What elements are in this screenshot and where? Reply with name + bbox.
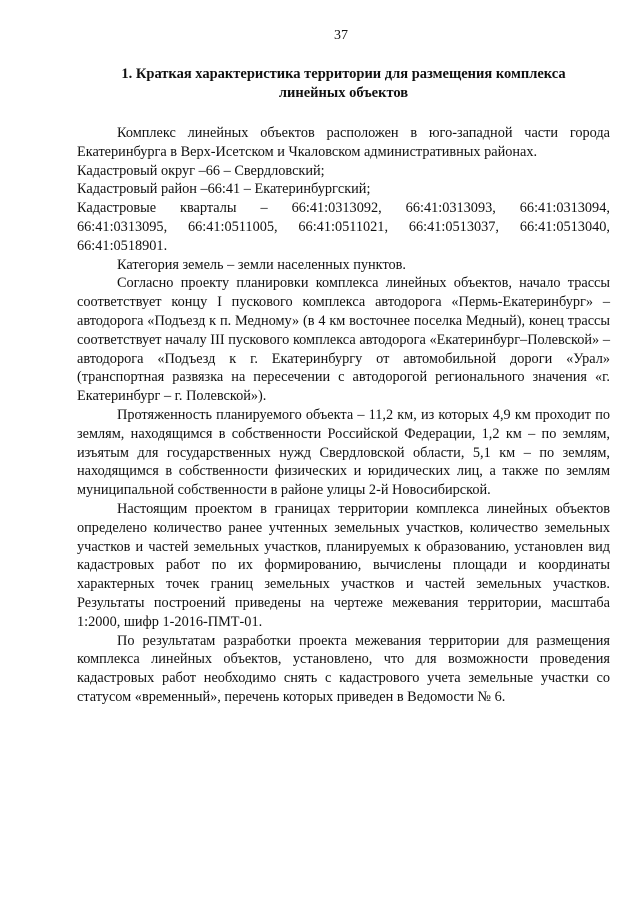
cadastral-quarter-code: 66:41:0313094, bbox=[519, 200, 610, 217]
document-page bbox=[77, 27, 610, 707]
body-text bbox=[77, 124, 610, 707]
cadastral-quarters-separator: – bbox=[260, 200, 268, 217]
cadastral-quarters-row-2 bbox=[77, 218, 610, 237]
section-heading bbox=[77, 65, 610, 103]
paragraph-cadastral-quarters bbox=[77, 199, 610, 255]
cadastral-quarter-code: 66:41:0513037, bbox=[408, 218, 499, 235]
cadastral-quarters-word: кварталы bbox=[180, 200, 237, 217]
cadastral-quarter-code: 66:41:0513040, bbox=[519, 218, 610, 235]
paragraph-project: Настоящим проектом в границах территории комплекса линейных объектов определено количество ранее учтенных земельных участков, количество земельных участков и частей земельных участков, планируемых к образованию, установлен вид кадастровых работ по их формированию, вычислены площади и координаты характерных точек границ земельных участков и частей земельных участков. Результаты построений приведены на чертеже межевания территории, масштаба 1:2000, шифр 1-2016-ПМТ-01. bbox=[77, 500, 610, 630]
page-number: 37 bbox=[334, 28, 348, 43]
paragraph-cadastral-district: Кадастровый округ –66 – Свердловский; bbox=[77, 162, 325, 179]
cadastral-quarter-code: 66:41:0511021, bbox=[298, 218, 389, 235]
paragraph-location: Комплекс линейных объектов расположен в юго-западной части города Екатеринбурга в Верх-Исетском и Чкаловском административных районах. bbox=[77, 125, 610, 160]
section-heading-line-2: линейных объектов bbox=[278, 85, 409, 101]
cadastral-quarters-label: Кадастровые bbox=[77, 200, 157, 217]
cadastral-quarter-code: 66:41:0313095, bbox=[77, 218, 168, 235]
section-heading-line-1: 1. Краткая характеристика территории для размещения комплекса bbox=[121, 66, 566, 82]
cadastral-quarter-code: 66:41:0511005, bbox=[187, 218, 278, 235]
paragraph-result: По результатам разработки проекта межевания территории для размещения комплекса линейных объектов, установлено, что для возможности проведения кадастровых работ необходимо снять с кадастрового учета земельные участки со статусом «временный», перечень которых приведен в Ведомости № 6. bbox=[77, 632, 610, 705]
paragraph-land-category: Категория земель – земли населенных пунктов. bbox=[117, 256, 406, 273]
paragraph-length: Протяженность планируемого объекта – 11,2 км, из которых 4,9 км проходит по землям, находящимся в собственности Российской Федерации, 1,2 км – по землям, изъятым для государственных нужд Свердловской области, 5,1 км – по землям, находящимся в собственности физических и юридических лиц, а также по землям муниципальной собственности в районе улицы 2-й Новосибирской. bbox=[77, 406, 610, 499]
cadastral-quarter-code: 66:41:0313092, bbox=[291, 200, 382, 217]
cadastral-quarters-row-3: 66:41:0518901. bbox=[77, 237, 168, 254]
paragraph-cadastral-area: Кадастровый район –66:41 – Екатеринбургский; bbox=[77, 181, 371, 198]
cadastral-quarters-row-1 bbox=[77, 199, 610, 218]
cadastral-quarter-code: 66:41:0313093, bbox=[405, 200, 496, 217]
paragraph-route: Согласно проекту планировки комплекса линейных объектов, начало трассы соответствует концу I пускового комплекса автодорога «Пермь-Екатеринбург» – автодорога «Подъезд к п. Медному» (в 4 км восточнее поселка Медный), конец трассы соответствует началу III пускового комплекса автодорога «Екатеринбург–Полевской» – автодорога «Подъезд к г. Екатеринбургу от автомобильной дороги «Урал» (транспортная развязка на пересечении с автодорогой регионального значения «г. Екатеринбург – г. Полевской»). bbox=[77, 275, 610, 405]
